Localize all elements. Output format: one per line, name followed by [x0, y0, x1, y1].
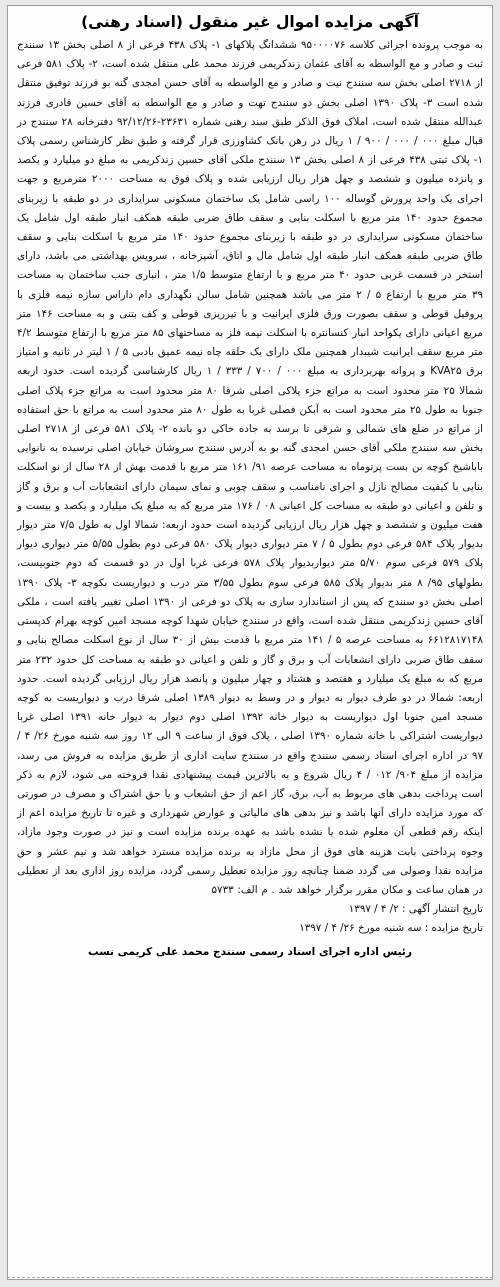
auction-date-line: تاریخ مزایده : سه شنبه مورخ ۲۶/ ۴ / ۱۳۹۷ — [299, 922, 483, 935]
notice-body: به موجب پرونده اجرائی کلاسه ۹۵۰۰۰۰۷۶ ششدانگ پلاکهای ۱- پلاک ۴۳۸ فرعی از ۸ اصلی بخش ۱۳ سنندج ثبت و صادر و مع الواسطه به آقای عثمان زندکریمی فرزند محمد علی منتقل شده است، ۲- پلاک ۵۸۱ فرعی از ۲۷۱۸ اصلی بخش سه سنندج نیت و صادر و مع الواسطه به آقای حسن امجدی گنه بو فرزند توفیق منتقل شده است ۳- پلاک ۱۳۹۰ اصلی بخش دو سنندج تهت و صادر و مع الواسطه به آقای حسین قادری فرزند عبدالله منتقل شده است، املاک فوق الذکر طبق سند رهنی شماره ۲۳۶۳۱-۹۲/۱۲/۲۶ دفترخانه ۲۸ سنندج در قبال مبلغ ۰۰۰ / ۰۰۰ / ۹۰۰ / ۱ ریال در رهن بانک کشاورزی قرار گرفته و طبق نظر کارشناس رسمی پلاک ۱- پلاک ثبتی ۴۳۸ فرعی از ۸ اصلی بخش ۱۳ سنندج ملکی آقای حسین زندکریمی به مبلغ دو میلیارد و یکصد و پانزده میلیون و ششصد و چهل هزار ریال ارزیابی شده و پلاک فوق به مساحت ۲۰۰۰ مترمربع و جهت اجرای یک واحد پرورش گوساله ۱۰۰ راسی شامل یک ساختمان مسکونی سرایداری در دو طبقه با زیربنای مجموع حدود ۱۴۰ متر مربع با اسکلت بنایی و سقف طاق ضربی طبقه همکف انبار طبقه اول شامل یک ساختمان مسکونی سرایداری در دو طبقه با زیربنای مجموع حدود ۱۴۰ متر مربع با اسکلت بنایی و سقف طاق ضربی طبقه همکف انبار طبقه اول شامل مال و اتاق، آشپزخانه ، سرویس بهداشتی می باشد، دارای استخر در قسمت غربی حدود ۴۰ متر مربع و با ارتفاع متوسط ۱/۵ متر ، انباری جنب ساختمان به مساحت ۳۹ متر مربع با ارتفاع ۵ / ۲ متر می باشد همچنین شامل سالن نگهداری دام داراس سازه نیمه فلزی با پروفیل قوطی و سقف بصورت ورق فلزی ایرانیت و با تیرریزی قوطی و کف بتنی و به مساحت ۱۴۶ متر مربع اعیانی دارای یکواحد انبار کنسانتره با اسکلت نیمه فلز به مساحتهای ۸۵ متر مربع با ارتفاع متوسط ۴/۲ متر مربع سقف ایرانیت شیبدار همچنین ملک دارای یک حلقه چاه نیمه عمیق بادبی ۵ / ۱ لیتر در ثانیه و امتیاز برق KVA۲۵ و پروانه بهربرداری به مبلغ ۰۰۰ / ۷۰۰ / ۳۳۳ / ۱ ریال کارشناسی گردیده است. حدود اربعه شمالا ۲۵ متر محدود است به مراتع جزء پلاکی اصلی شرقا ۸۰ متر محدود است به مراتع جزء پلاک اصلی جنوبا به طول ۲۵ متر محدود است به آبکن فصلی غربا به طول ۸۰ متر محدود است به مراتع با حق استفاده از مراتع در ضلع های شمالی و شرقی تا برسد به جاده خاکی دو بانده ۲- پلاک ۵۸۱ فرعی از ۲۷۱۸ اصلی بخش سه سنندج ملکی آقای حسن امجدی گنه بو به آدرس سنندج سروشان خیابان اصلی نرسیده به نانوایی باباشیخ کوچه بن بست پرتوماه به مساحت عرصه ۹۱/ ۱۶۱ متر مربع با قدمت بهش از ۲۸ سال از نو اسکلت بنایی با کیفیت مصالح نازل و اجرای نامناسب و سقف چوبی و نمای سیمان دارای انشعابات آب و برق و گاز و تلفن و اعیانی دو طبقه به مساحت کل اعیانی ۰۸ / ۱۷۶ متر مربع که به مبلغ یک میلیارد و یکصد و بیست و هفت میلیون و ششصد و چهل هزار ریال ارزیابی گردیده است حدود اربعه: شمالا اول به طول ۷/۵ متر دیوار بدیوار پلاک ۵۸۴ فرعی دوم بطول ۵ / ۷ متر دیواری دیوار پلاک ۵۸۰ فرعی دوم بطول ۵/۵۵ متر دیواری دیوار پلاک ۵۷۹ فرعی سوم ۵/۷۰ متر دیواربدیوار پلاک ۵۷۸ فرعی غربا اول در دو قسمت که دوم جنوبیست، بطولهای ۹۵/ ۸ متر بدیوار پلاک ۵۸۵ فرعی سوم بطول ۳/۵۵ متر درب و دیواریست بکوچه ۳- پلاک ۱۳۹۰ اصلی بخش دو سنندج که پس از استاندارد سازی به پلاک دو فرعی از ۱۳۹۰ اصلی تغییر یافته است ، ملکی آقای حسین زندکریمی منتقل شده است، واقع در سنندج خیابان شهدا کوچه مسجد امین کوچه بهرام کدپستی ۶۶۱۲۸۱۷۱۴۸ به مساحت عرصه ۵ / ۱۴۱ متر مربع با قدمت بیش از ۳۰ سال از نوع اسکلت مصالح بنایی و سقف طاق ضربی دارای انشعابات آب و برق و گاز و تلفن و اعیانی دو طبقه به مساحت کل حدود ۲۳۲ متر مربع که به مبلغ یک میلیارد و هفتصد و هشتاد و چهار میلیون و پانصد هزار ریال ارزیابی گردیده است. حدود اربعه: شمالا در دو طرف دیوار به دیوار و در وسط به دیوار ۱۳۸۹ اصلی شرقا درب و دیواریست به کوچه مسجد امین جنوبا اول دیواریست به دیوار خانه ۱۳۹۲ اصلی دوم دیوار به دیوار خانه ۱۳۹۱ اصلی غربا دیواریست اشتراکی با خانه شماره ۱۳۹۰ اصلی ، پلاک فوق از ساعت ۹ الی ۱۲ روز سه شنبه مورخ ۲۶/ ۴ /۹۷ در اداره اجرای اسناد رسمی سنندج واقع در سنندج سایت اداری از طریق مزایده به فروش می رسد، مزایده از مبلغ ۹۰۴/ ۰۱۲ / ۴ ریال شروع و به بالاترین قیمت پیشنهادی نقدا فروخته می شود، لازم به ذکر است پرداخت بدهی های مربوط به آب، برق، گاز اعم از حق انشعاب و یا حق اشتراک و مصرف در صورتی که مورد مزایده دارای آنها باشد و نیز بدهی های مالیاتی و عوارض شهرداری و غیره تا تاریخ مزایده اعم از اینکه رقم قطعی آن معلوم شده یا نشده باشد به عهده برنده مزایده است و نیز در صورت وجود مازاد، وجوه پرداختی بابت هزینه های فوق از محل مازاد به برنده مزایده مسترد خواهد شد و نیم عشر و حق مزایده نقدا وصولی می گردد ضمنا چنانچه روز مزایده تعطیل رسمی گردد، مزایده روز اداری بعد از تعطیلی در همان ساعت و مکان مقرر برگزار خواهد شد . م الف: ۵۷۳۳ — [17, 39, 484, 896]
notice-sheet — [7, 5, 493, 1280]
bottom-divider — [7, 1277, 493, 1278]
publish-date-line: تاریخ انتشار آگهی : ۲/ ۴ / ۱۳۹۷ — [348, 903, 483, 916]
signature-line: رئیس اداره اجرای اسناد رسمی سنندج محمد علی کریمی نسب — [88, 946, 412, 959]
notice-title: آگهی مزایده اموال غیر منقول (اسناد رهنی) — [81, 13, 419, 31]
